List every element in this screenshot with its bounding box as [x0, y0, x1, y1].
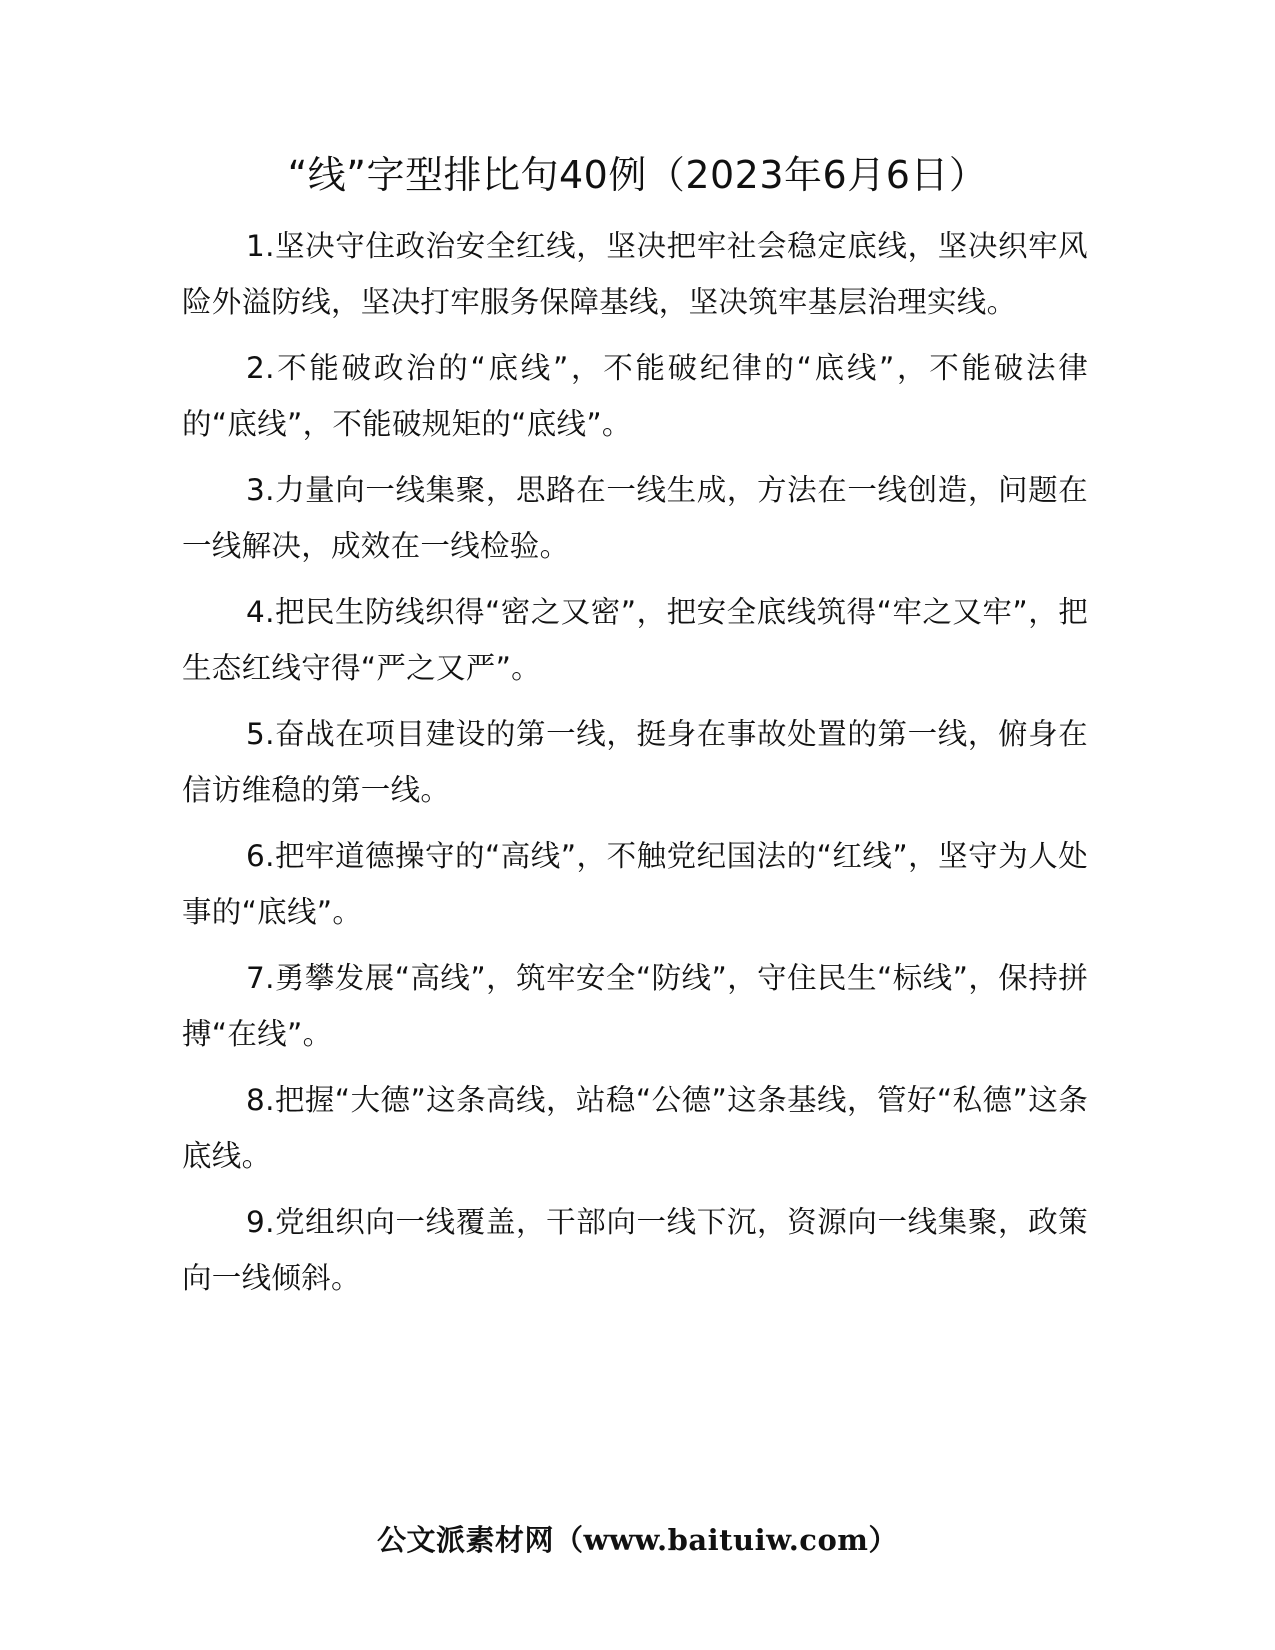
page-title: “线”字型排比句40例（2023年6月6日） — [287, 153, 988, 197]
paragraph-9: 9.党组织向一线覆盖，干部向一线下沉，资源向一线集聚，政策向一线倾斜。 — [182, 1205, 1088, 1295]
paragraph-8: 8.把握“大德”这条高线，站稳“公德”这条基线，管好“私德”这条底线。 — [182, 1083, 1088, 1173]
paragraph-4: 4.把民生防线织得“密之又密”，把安全底线筑得“牢之又牢”，把生态红线守得“严之又严”。 — [182, 595, 1088, 685]
paragraph-1: 1.坚决守住政治安全红线，坚决把牢社会稳定底线，坚决织牢风险外溢防线，坚决打牢服务保障基线，坚决筑牢基层治理实线。 — [182, 229, 1088, 319]
paragraph-3: 3.力量向一线集聚，思路在一线生成，方法在一线创造，问题在一线解决，成效在一线检验。 — [182, 473, 1088, 563]
paragraph-7: 7.勇攀发展“高线”，筑牢安全“防线”，守住民生“标线”，保持拼搏“在线”。 — [182, 961, 1088, 1051]
paragraph-2: 2.不能破政治的“底线”，不能破纪律的“底线”，不能破法律的“底线”，不能破规矩的“底线”。 — [182, 351, 1088, 441]
paragraph-6: 6.把牢道德操守的“高线”，不触党纪国法的“红线”，坚守为人处事的“底线”。 — [182, 839, 1088, 929]
document-body — [182, 218, 1088, 1316]
page-footer: 公文派素材网（www.baituiw.com） — [377, 1523, 898, 1557]
paragraph-5: 5.奋战在项目建设的第一线，挺身在事故处置的第一线，俯身在信访维稳的第一线。 — [182, 717, 1088, 807]
